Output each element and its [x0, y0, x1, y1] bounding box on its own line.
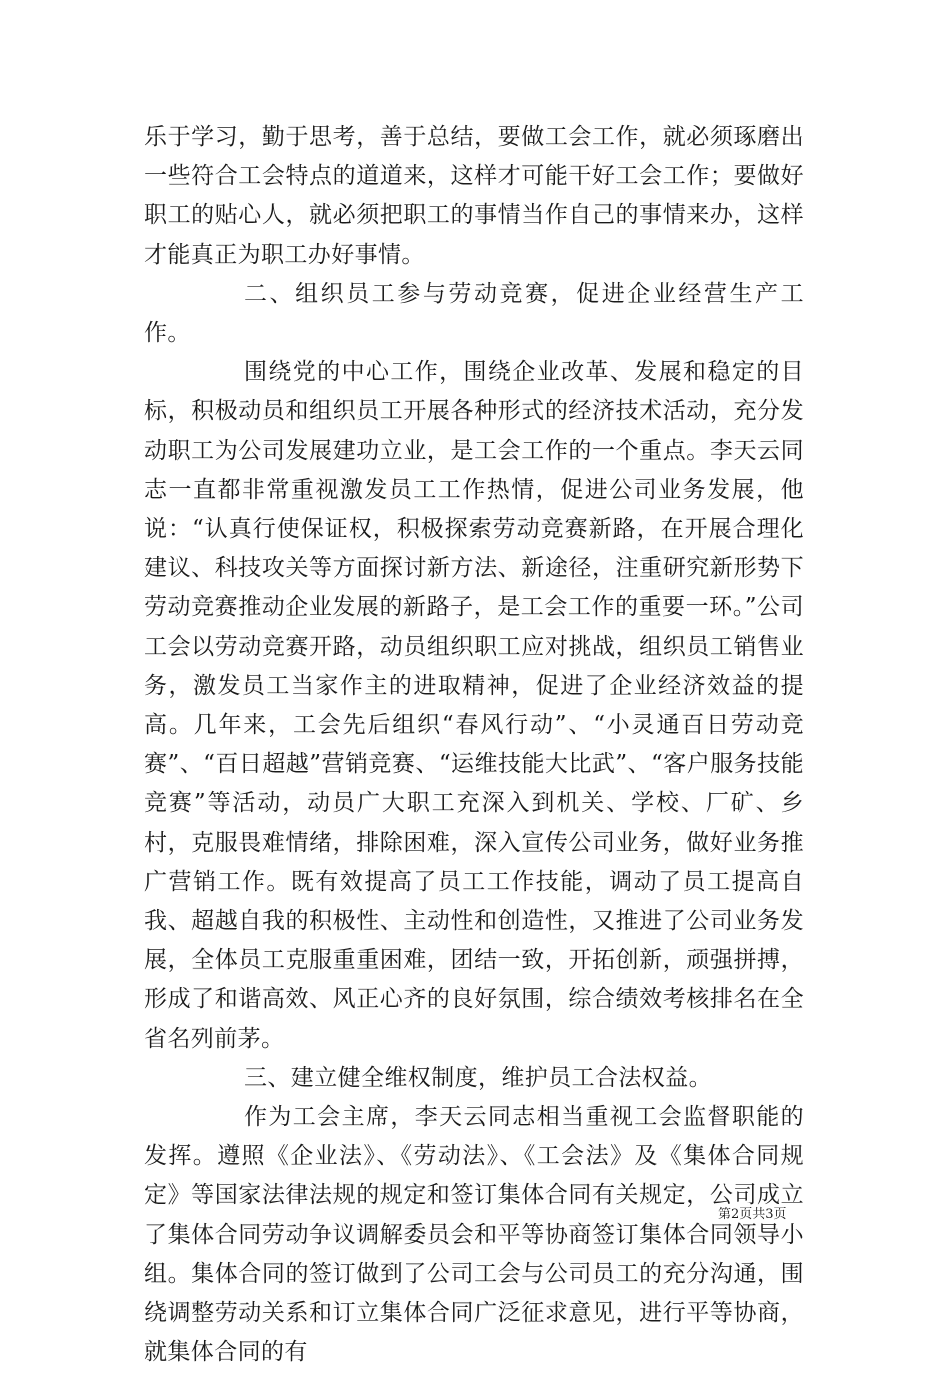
- paragraph-2: 围绕党的中心工作，围绕企业改革、发展和稳定的目标，积极动员和组织员工开展各种形式的经济技术活动，充分发动职工为公司发展建功立业，是工会工作的一个重点。李天云同志一直都非常重视激发员工工作热情，促进公司业务发展，他说：“认真行使保证权，积极探索劳动竞赛新路，在开展合理化建议、科技攻关等方面探讨新方法、新途径，注重研究新形势下劳动竞赛推动企业发展的新路子，是工会工作的重要一环。”公司工会以劳动竞赛开路，动员组织职工应对挑战，组织员工销售业务，激发员工当家作主的进取精神，促进了企业经济效益的提高。几年来，工会先后组织“春风行动”、“小灵通百日劳动竞赛”、“百日超越”营销竞赛、“运维技能大比武”、“客户服务技能竞赛”等活动，动员广大职工充深入到机关、学校、厂矿、乡村，克服畏难情绪，排除困难，深入宣传公司业务，做好业务推广营销工作。既有效提高了员工工作技能，调动了员工提高自我、超越自我的积极性、主动性和创造性，又推进了公司业务发展，全体员工克服重重困难，团结一致，开拓创新，顽强拼搏，形成了和谐高效、风正心齐的良好氛围，综合绩效考核排名在全省名列前茅。: [144, 359, 804, 1052]
- section-heading-2: 二、组织员工参与劳动竞赛，促进企业经营生产工作。: [144, 280, 804, 347]
- page-number-footer: 第2页共3页: [718, 1207, 787, 1222]
- paragraph-1: 乐于学习，勤于思考，善于总结，要做工会工作，就必须琢磨出一些符合工会特点的道道来，这样才可能干好工会工作；要做好职工的贴心人，就必须把职工的事情当作自己的事情来办，这样才能真正为职工办好事情。: [144, 124, 804, 268]
- body-text: [144, 118, 804, 1373]
- section-heading-3: 三、建立健全维权制度，维护员工合法权益。: [244, 1064, 712, 1091]
- paragraph-3: 作为工会主席，李天云同志相当重视工会监督职能的发挥。遵照《企业法》、《劳动法》、《工会法》及《集体合同规定》等国家法律法规的规定和签订集体合同有关规定，公司成立了集体合同劳动争议调解委员会和平等协商签订集体合同领导小组。集体合同的签订做到了公司工会与公司员工的充分沟通，围绕调整劳动关系和订立集体合同广泛征求意见，进行平等协商，就集体合同的有: [144, 1104, 804, 1366]
